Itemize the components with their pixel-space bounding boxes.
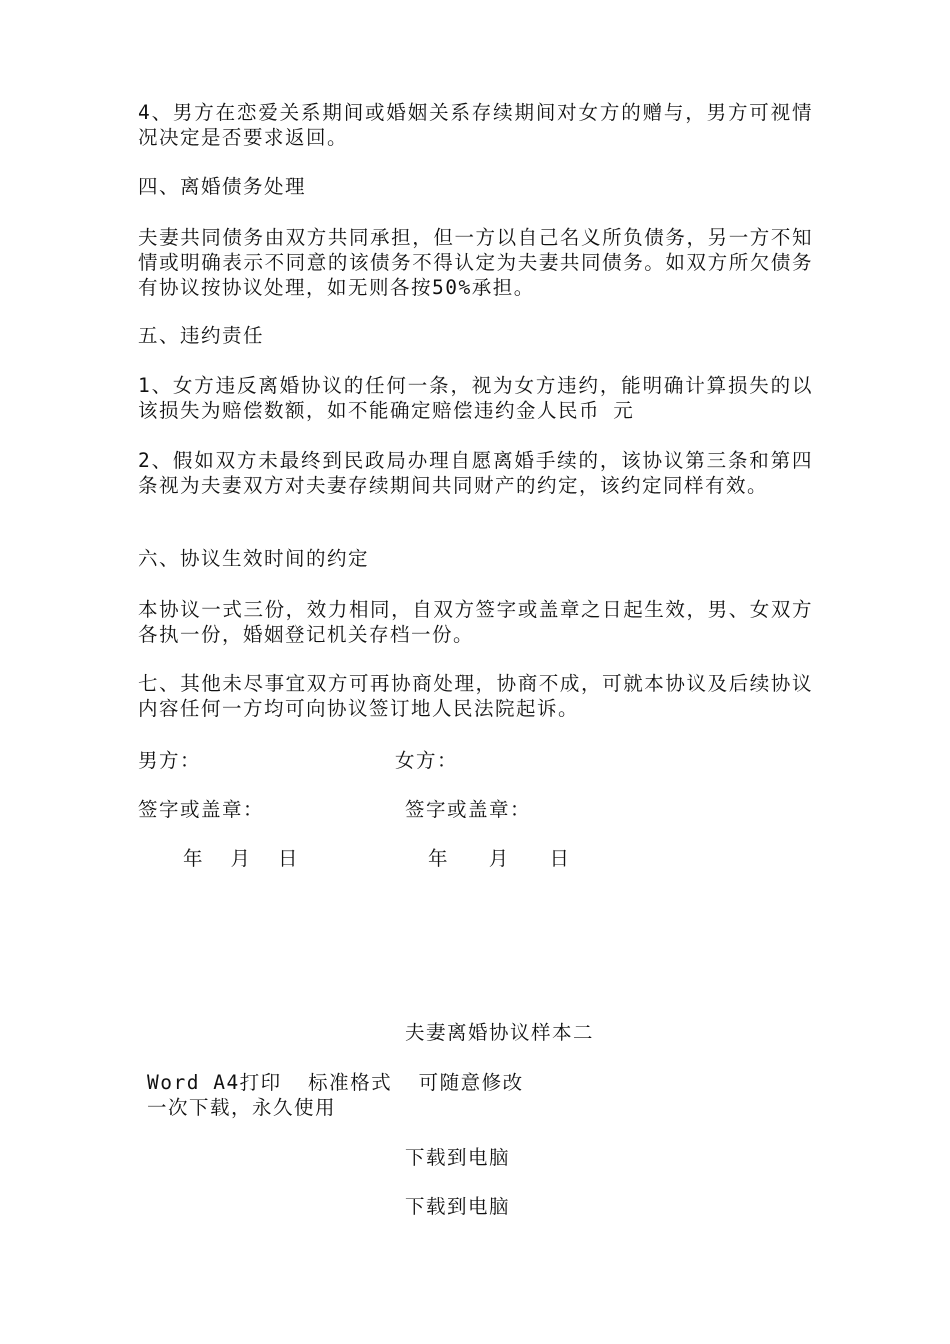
promo-format-text: Word A4打印 标准格式 可随意修改 [147,1071,524,1094]
promo-usage-text: 一次下载，永久使用 [147,1096,337,1119]
male-signature-date: 年 月 日 [183,847,299,870]
download-to-pc-link-2[interactable]: 下载到电脑 [405,1195,511,1218]
sample-title: 夫妻离婚协议样本二 [405,1021,595,1044]
download-to-pc-link[interactable]: 下载到电脑 [405,1146,511,1169]
section-heading-breach: 五、违约责任 [138,324,265,347]
male-signature-label: 签字或盖章： [138,798,265,821]
female-signature-date: 年 月 日 [428,847,571,870]
clause-gift-return: 4、男方在恋爱关系期间或婚姻关系存续期间对女方的赠与，男方可视情况决定是否要求返回。 [138,101,813,149]
section-heading-debt: 四、离婚债务处理 [138,175,307,198]
clause-debt-handling: 夫妻共同债务由双方共同承担，但一方以自己名义所负债务，另一方不知情或明确表示不同意的该债务不得认定为夫妻共同债务。如双方所欠债务有协议按协议处理，如无则各按50%承担。 [138,226,813,299]
male-party-label: 男方： [138,749,202,772]
female-signature-label: 签字或盖章： [405,798,532,821]
clause-breach-item-1: 1、女方违反离婚协议的任何一条，视为女方违约，能明确计算损失的以该损失为赔偿数额，如不能确定赔偿违约金人民币 元 [138,374,813,422]
section-heading-effective: 六、协议生效时间的约定 [138,547,370,570]
clause-effective-time: 本协议一式三份，效力相同，自双方签字或盖章之日起生效，男、女双方各执一份，婚姻登记机关存档一份。 [138,598,813,646]
clause-breach-item-2: 2、假如双方未最终到民政局办理自愿离婚手续的，该协议第三条和第四条视为夫妻双方对夫妻存续期间共同财产的约定，该约定同样有效。 [138,449,813,497]
clause-other-matters: 七、其他未尽事宜双方可再协商处理，协商不成，可就本协议及后续协议内容任何一方均可向协议签订地人民法院起诉。 [138,672,813,720]
female-party-label: 女方： [395,749,459,772]
